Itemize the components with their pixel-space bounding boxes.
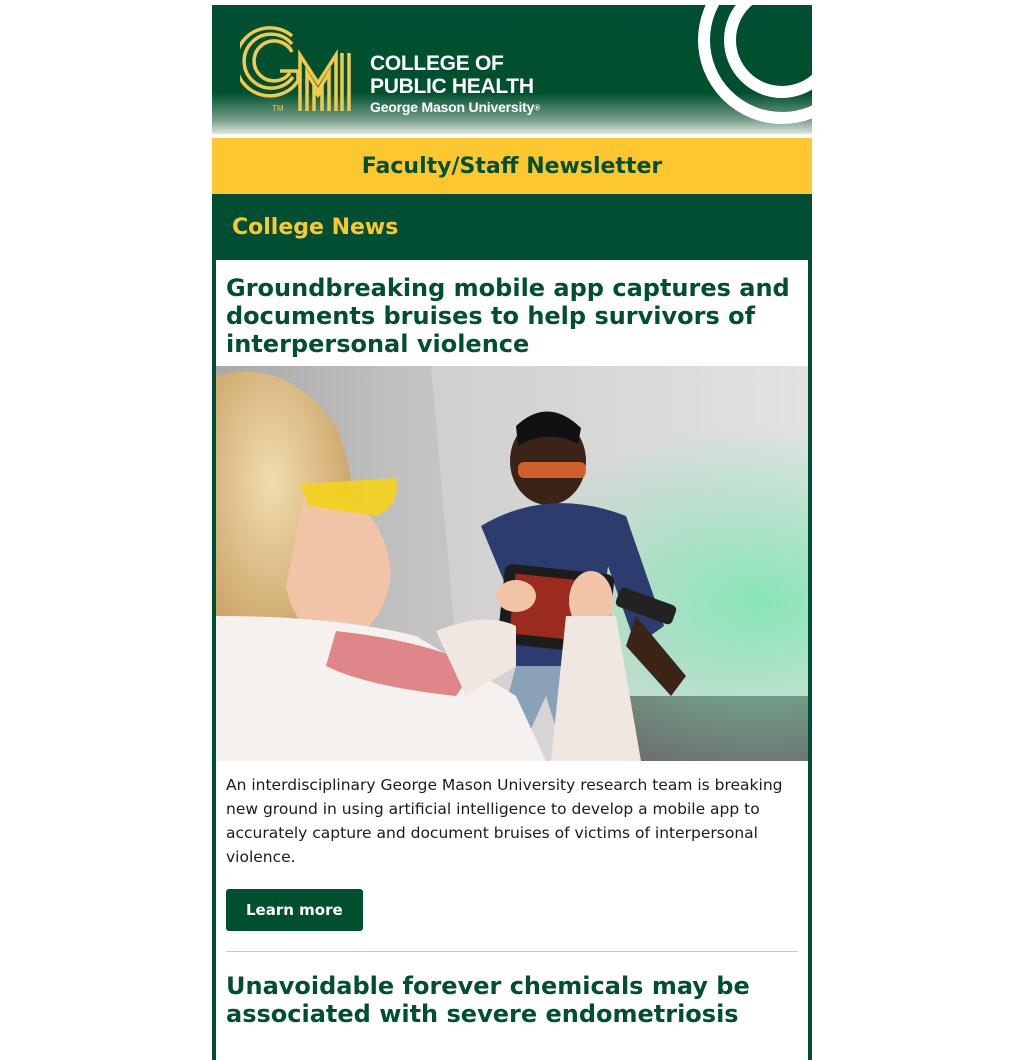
gmu-logo-icon <box>240 23 360 118</box>
news-frame <box>212 194 812 1060</box>
article-photo[interactable] <box>216 366 808 761</box>
learn-more-button[interactable]: Learn more <box>226 889 363 931</box>
newsletter-title: Faculty/Staff Newsletter <box>212 138 812 194</box>
college-brand <box>370 52 540 117</box>
news-content <box>216 260 808 1060</box>
article-summary: An interdisciplinary George Mason University research team is breaking new ground in using artificial intelligence to develop a mobile app to accurately capture and document bruises of victims of interpersonal violence. <box>226 776 783 866</box>
article-title[interactable]: Groundbreaking mobile app captures and documents bruises to help survivors of interpersonal violence <box>226 274 790 358</box>
registered-mark: ® <box>534 103 540 113</box>
college-name-line1: COLLEGE OF <box>370 52 504 75</box>
article-title[interactable]: Unavoidable forever chemicals may be associated with severe endometriosis <box>226 972 750 1028</box>
trademark-label: TM <box>272 104 284 113</box>
section-title: College News <box>232 214 399 240</box>
college-name-line2: PUBLIC HEALTH <box>370 75 534 98</box>
newsletter-email <box>212 5 812 1060</box>
university-name: George Mason University® <box>370 99 540 115</box>
header-banner <box>212 5 812 134</box>
